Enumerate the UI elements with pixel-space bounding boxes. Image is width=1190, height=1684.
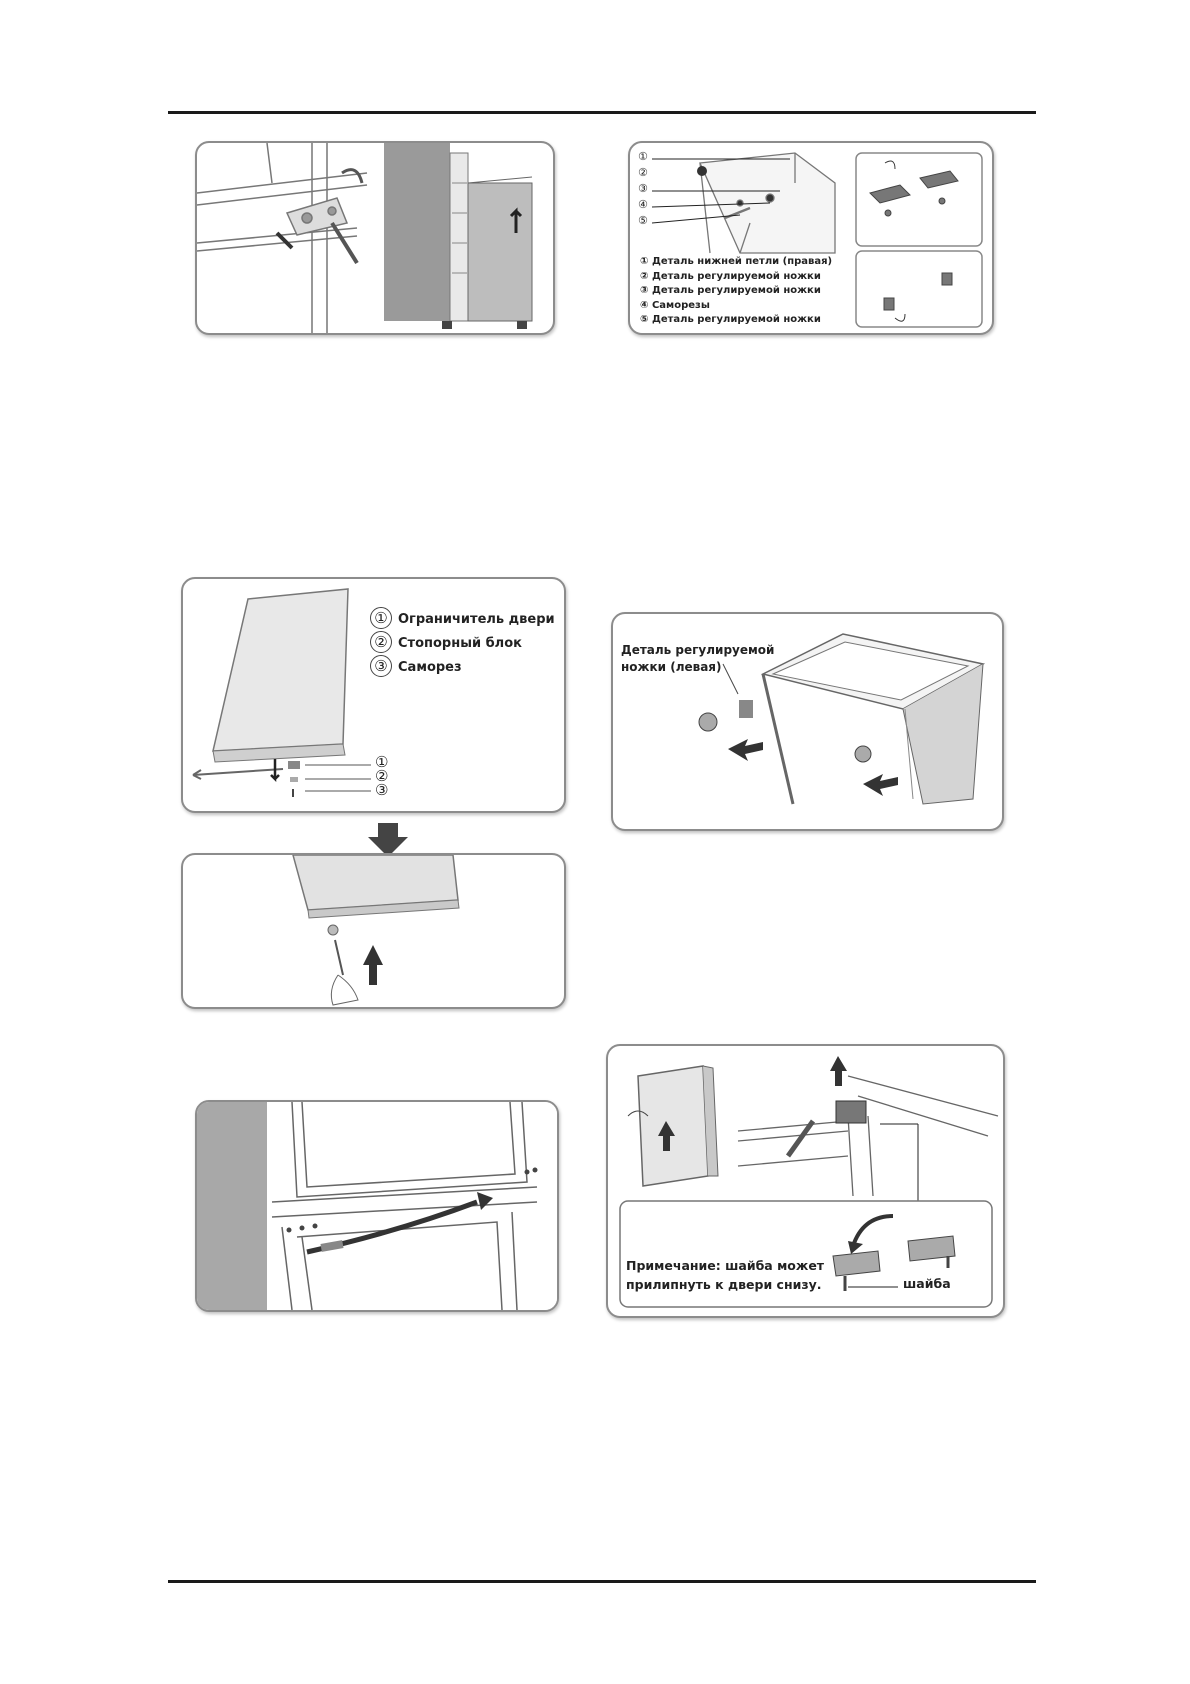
stopper-marker-1: ① [375, 753, 389, 771]
marker-5: ⑤ [638, 214, 648, 227]
figure-hinge-removal [195, 141, 555, 335]
header-rule [168, 111, 1036, 114]
washer-note [626, 1256, 824, 1294]
marker-4: ④ [638, 198, 648, 211]
stopper-marker-2: ② [375, 767, 389, 785]
figure-middle-drawer [195, 1100, 559, 1312]
marker-1: ① [638, 150, 648, 163]
washer-note-line1: Примечание: шайба может [626, 1258, 825, 1273]
legend-row-2: ② Стопорный блок [370, 631, 555, 655]
legend-item-5: ⑤ Деталь регулируемой ножки [640, 314, 821, 325]
legend-item-3: ③ Деталь регулируемой ножки [640, 285, 821, 296]
parts-legend [640, 255, 832, 328]
middle-drawer-illustration [197, 1102, 557, 1310]
footer-rule [168, 1580, 1036, 1583]
washer-note-line2: прилипнуть к двери снизу. [626, 1277, 822, 1292]
marker-column [638, 149, 648, 229]
hinge-removal-illustration [197, 143, 553, 333]
figure-lower-hinge-parts [628, 141, 994, 335]
figure-door-stopper [181, 577, 566, 813]
stopper-install-illustration [183, 855, 564, 1007]
left-foot-label [621, 642, 774, 676]
legend-item-2: ② Деталь регулируемой ножки [640, 270, 821, 282]
stopper-markers [375, 755, 388, 797]
stopper-marker-3: ③ [375, 781, 389, 799]
figure-stopper-install [181, 853, 566, 1009]
left-foot-label-line1: Деталь регулируемой [621, 643, 775, 657]
marker-2: ② [638, 166, 648, 179]
figure-hinge-washer [606, 1044, 1005, 1318]
left-foot-label-line2: ножки (левая) [621, 660, 722, 674]
washer-label: шайба [903, 1276, 951, 1291]
legend-item-1: ① Деталь нижней петли (правая) [640, 256, 833, 267]
legend-row-3: ③ Саморез [370, 655, 555, 679]
figure-left-foot [611, 612, 1004, 831]
marker-3: ③ [638, 182, 648, 195]
legend-item-4: ④ Саморезы [640, 299, 710, 311]
door-stopper-legend [370, 607, 555, 679]
legend-row-1: ① Ограничитель двери [370, 607, 555, 631]
